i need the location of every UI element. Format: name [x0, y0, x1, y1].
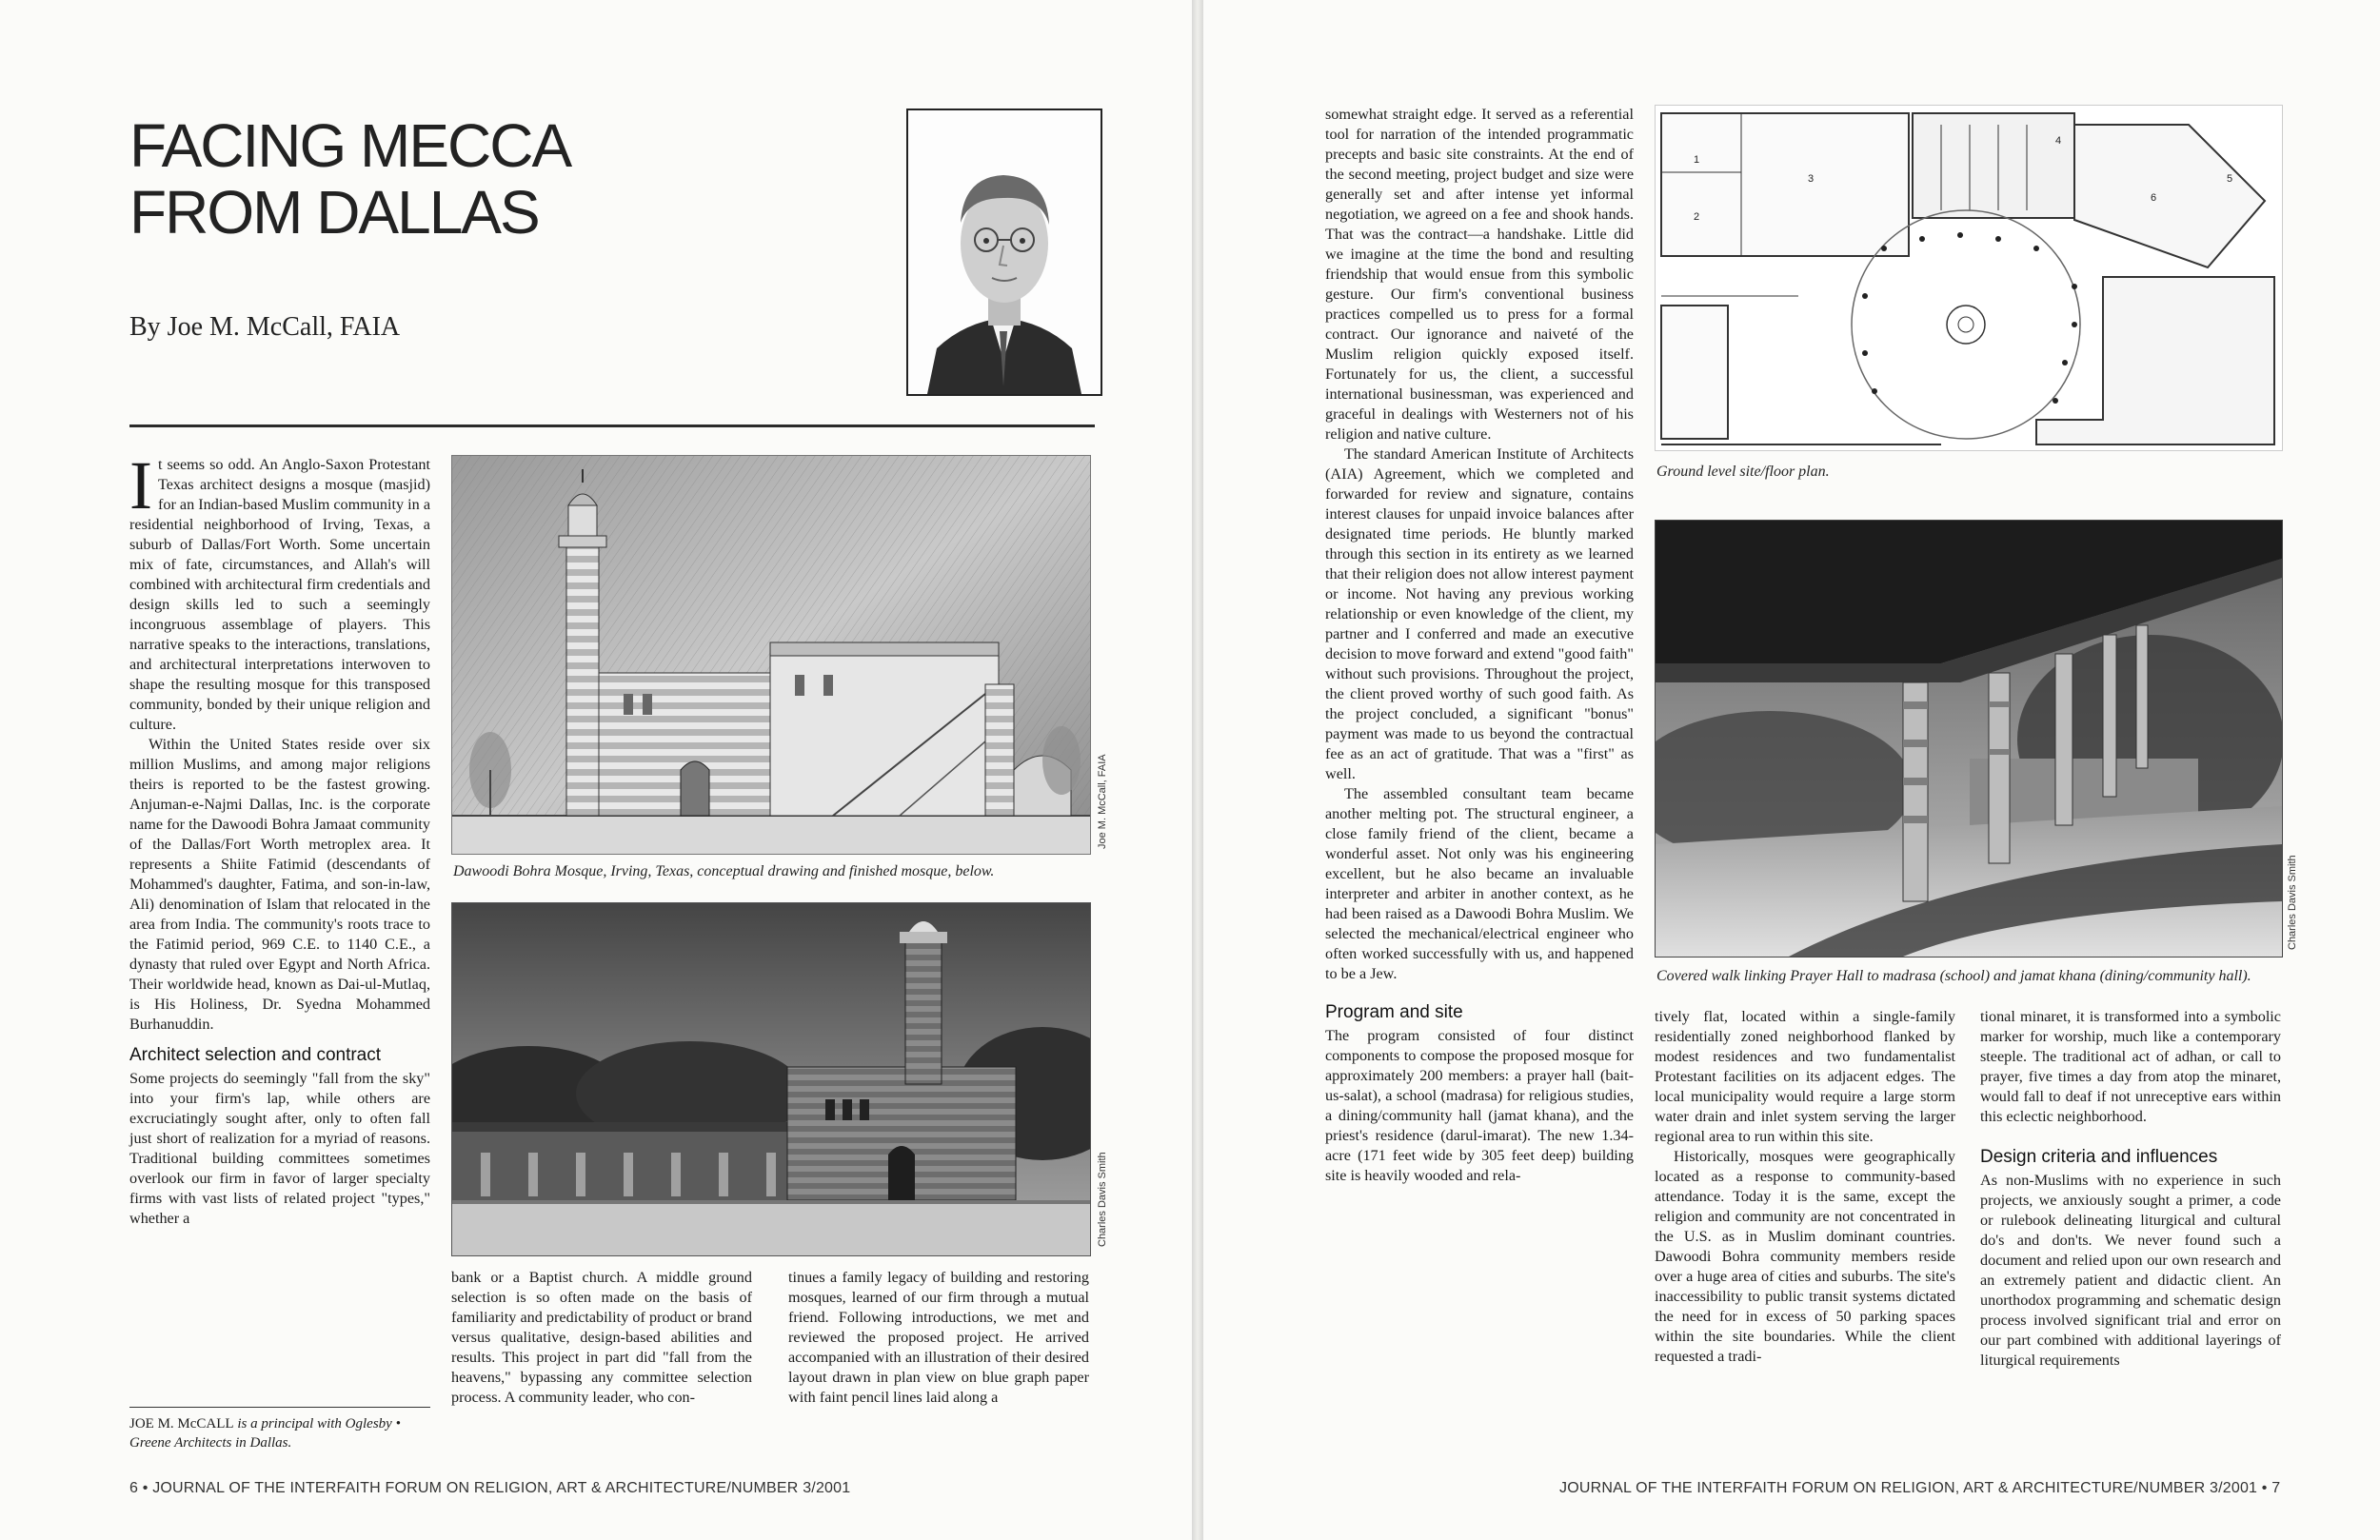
site-floor-plan	[1655, 105, 2283, 451]
author-bio-name: JOE M. McCALL	[129, 1416, 234, 1431]
covered-walk-photo	[1655, 520, 2283, 958]
plan-label-4: 4	[2055, 135, 2062, 147]
left-column-1	[129, 447, 430, 1229]
drop-cap: I	[129, 447, 152, 523]
paragraph: tional minaret, it is transformed into a symbolic marker for worship, much like a contemporary steeple. The traditional act of adhan, or call to prayer, five times a day from atop the minaret, would fall to deaf if not unreceptive ears within this eclectic neighborhood.	[1980, 1008, 2281, 1125]
paragraph: somewhat straight edge. It served as a referential tool for narration of the intended programmatic precepts and basic site constraints. At the end of the second meeting, project budget and size were generally set and after intense yet informal negotiation, we agreed on a fee and shook hands. That was the contract—a handshake. Little did we imagine at the time the bond and resulting friendship that would ensue from this symbolic gesture. Our firm's conventional business practices compelled us to press for a formal contract. Our ignorance and naiveté of the Muslim religion quickly exposed itself. Fortunately for us, the client, a successful international businessman, was experienced and graceful in dealings with Westerners not of his religion and native culture.	[1325, 106, 1634, 443]
title-line-2: FROM DALLAS	[129, 178, 539, 247]
paragraph: Historically, mosques were geographically located as a response to community-based attendance. Today it is the same, except the religion and community are not concentrated in the U.S. as in Muslim dominant countries. Dawoodi Bohra community members reside over a huge area of cities and suburbs. The site's inaccessibility to public transit systems dictated the need for in excess of 50 parking spaces within the site boundaries. While the client requested a tradi-	[1655, 1148, 1955, 1365]
section-heading-program-site: Program and site	[1325, 1002, 1463, 1022]
drawing-caption: Dawoodi Bohra Mosque, Irving, Texas, conceptual drawing and finished mosque, below.	[453, 863, 995, 879]
paragraph: The assembled consultant team became another melting pot. The structural engineer, a close family friend of the client, became a wonderful asset. Not only was his engineering excellent, but he also became an invaluable interpreter and arbiter in another context, as he had been raised as a Dawoodi Bohra Muslim. We selected the mechanical/electrical engineer who often worked successfully with us, and happened to be a Jew.	[1325, 785, 1634, 982]
right-column-1	[1325, 105, 1634, 1186]
section-heading-design-criteria: Design criteria and influences	[1980, 1147, 2218, 1167]
section-heading-architect-selection: Architect selection and contract	[129, 1045, 382, 1065]
paragraph: tively flat, located within a single-family residentially zoned neighborhood flanked by modest residences and two fundamentalist Protestant facilities on its adjacent edges. The local municipality would require a large storm water drain and inlet system serving the larger regional area to run within this site.	[1655, 1008, 1955, 1145]
paragraph: Some projects do seemingly "fall from the sky" into your firm's lap, while others are excruciatingly sought after, only to often fall just short of realization for a myriad of reasons. Traditional building committees sometimes overlook our firm in favor of larger specialty firms with vast lists of related project "types," whether a	[129, 1070, 430, 1227]
intro-paragraph	[129, 447, 430, 735]
plan-label-6: 6	[2151, 192, 2157, 204]
walk-photo-credit: Charles Davis Smith	[2287, 855, 2298, 950]
paragraph: As non-Muslims with no experience in such projects, we anxiously sought a primer, a code or rulebook delineating liturgical and cultural do's and don'ts. We never found such a document and relied upon our own research and an extremely patient and didactic client. An unorthodox programming and schematic design process involved significant trial and error on our part combined with additional layerings of liturgical requirements	[1980, 1172, 2281, 1369]
article-title	[129, 112, 570, 246]
walk-caption: Covered walk linking Prayer Hall to madrasa (school) and jamat khana (dining/community hall).	[1656, 968, 2251, 984]
plan-label-2: 2	[1694, 211, 1700, 223]
paragraph: tinues a family legacy of building and restoring mosques, learned of our firm through a mutual friend. Following introductions, we met and reviewed the proposed project. He arrived accompanied with an illustration of their desired layout drawn in plan view on blue graph paper with faint pencil lines laid along a	[788, 1269, 1089, 1406]
right-column-3	[1980, 1007, 2281, 1371]
left-page-footer: 6 • JOURNAL OF THE INTERFAITH FORUM ON RELIGION, ART & ARCHITECTURE/NUMBER 3/2001	[129, 1480, 851, 1496]
plan-label-3: 3	[1808, 173, 1815, 185]
plan-label-1: 1	[1694, 154, 1700, 166]
page-gutter	[1192, 0, 1203, 1540]
photo-credit: Charles Davis Smith	[1097, 1152, 1108, 1247]
left-column-3	[788, 1268, 1089, 1408]
paragraph: bank or a Baptist church. A middle ground selection is so often made on the basis of familiarity and predictability of product or brand versus qualitative, design-based abilities and results. This project in part did "fall from the heavens," bypassing any committee selection process. A community leader, who con-	[451, 1269, 752, 1406]
drawing-credit: Joe M. McCall, FAIA	[1097, 754, 1108, 849]
bio-rule	[129, 1407, 430, 1408]
covered-walk-illustration	[1656, 521, 2282, 957]
intro-text: t seems so odd. An Anglo-Saxon Protestant Texas architect designs a mosque (masjid) for an Indian-based Muslim community in a residential neighborhood of Irving, Texas, a suburb of Dallas/Fort Worth. Some uncertain mix of fate, circumstances, and Allah's will combined with architectural firm credentials and design skills led to such a seemingly incongruous assemblage of players. This narrative speaks to the interactions, translations, and architectural interpretations interwoven to shape the resulting mosque for this transposed community, bonded by their unique religion and culture.	[129, 456, 430, 733]
author-portrait-illustration	[908, 110, 1101, 394]
left-column-2	[451, 1268, 752, 1408]
mosque-photo-illustration	[452, 903, 1090, 1255]
title-rule	[129, 424, 1095, 427]
site-plan-drawing	[1656, 106, 2282, 450]
right-page-footer: JOURNAL OF THE INTERFAITH FORUM ON RELIGION, ART & ARCHITECTURE/NUMBER 3/2001 • 7	[1559, 1480, 2281, 1496]
plan-caption: Ground level site/floor plan.	[1656, 464, 1830, 480]
byline: By Joe M. McCall, FAIA	[129, 312, 401, 342]
paragraph: The program consisted of four distinct components to compose the proposed mosque for approximately 200 members: a prayer hall (bait-us-salat), a school (madrasa) for religious studies, a dining/community hall (jamat khana), and the priest's residence (darul-imarat). The new 1.34-acre (171 feet wide by 305 feet deep) building site is heavily wooded and rela-	[1325, 1027, 1634, 1184]
conceptual-drawing	[451, 455, 1091, 855]
author-bio-text: is a principal with Oglesby • Greene Architects in Dallas.	[129, 1416, 401, 1451]
finished-mosque-photo	[451, 902, 1091, 1256]
title-line-1: FACING MECCA	[129, 111, 571, 180]
mosque-elevation-sketch	[452, 456, 1090, 854]
author-bio	[129, 1414, 430, 1452]
author-portrait	[906, 109, 1102, 396]
plan-label-5: 5	[2227, 173, 2233, 185]
paragraph: The standard American Institute of Architects (AIA) Agreement, which we completed and forwarded for review and signature, contains interest clauses for unpaid invoice balances after designated time periods. He bluntly marked through this section in its entirety as we learned that their religion does not allow interest payment or income. Not having any previous working relationship or even knowledge of the client, my partner and I conferred and made an executive decision to move forward and extend "good faith" without such provisions. Throughout the project, the client proved worthy of such good faith. As the project concluded, a significant "bonus" payment was made to us beyond the contractual fee as an act of gratitude. That was a "first" as well.	[1325, 445, 1634, 782]
paragraph: Within the United States reside over six million Muslims, and among major religions theirs is reported to be the fastest growing. Anjuman-e-Najmi Dallas, Inc. is the corporate name for the Dawoodi Bohra Jamaat community of the Dallas/Fort Worth metroplex area. It represents a Shiite Fatimid (descendants of Mohammed's daughter, Fatima, and son-in-law, Ali) denomination of Islam that relocated in the area from India. The community's roots trace to the Fatimid period, 969 C.E. to 1140 C.E., a dynasty that ruled over Egypt and North Africa. Their worldwide head, known as Dai-ul-Mutlaq, is His Holiness, Dr. Syedna Mohammed Burhanuddin.	[129, 736, 430, 1033]
right-column-2	[1655, 1007, 1955, 1367]
